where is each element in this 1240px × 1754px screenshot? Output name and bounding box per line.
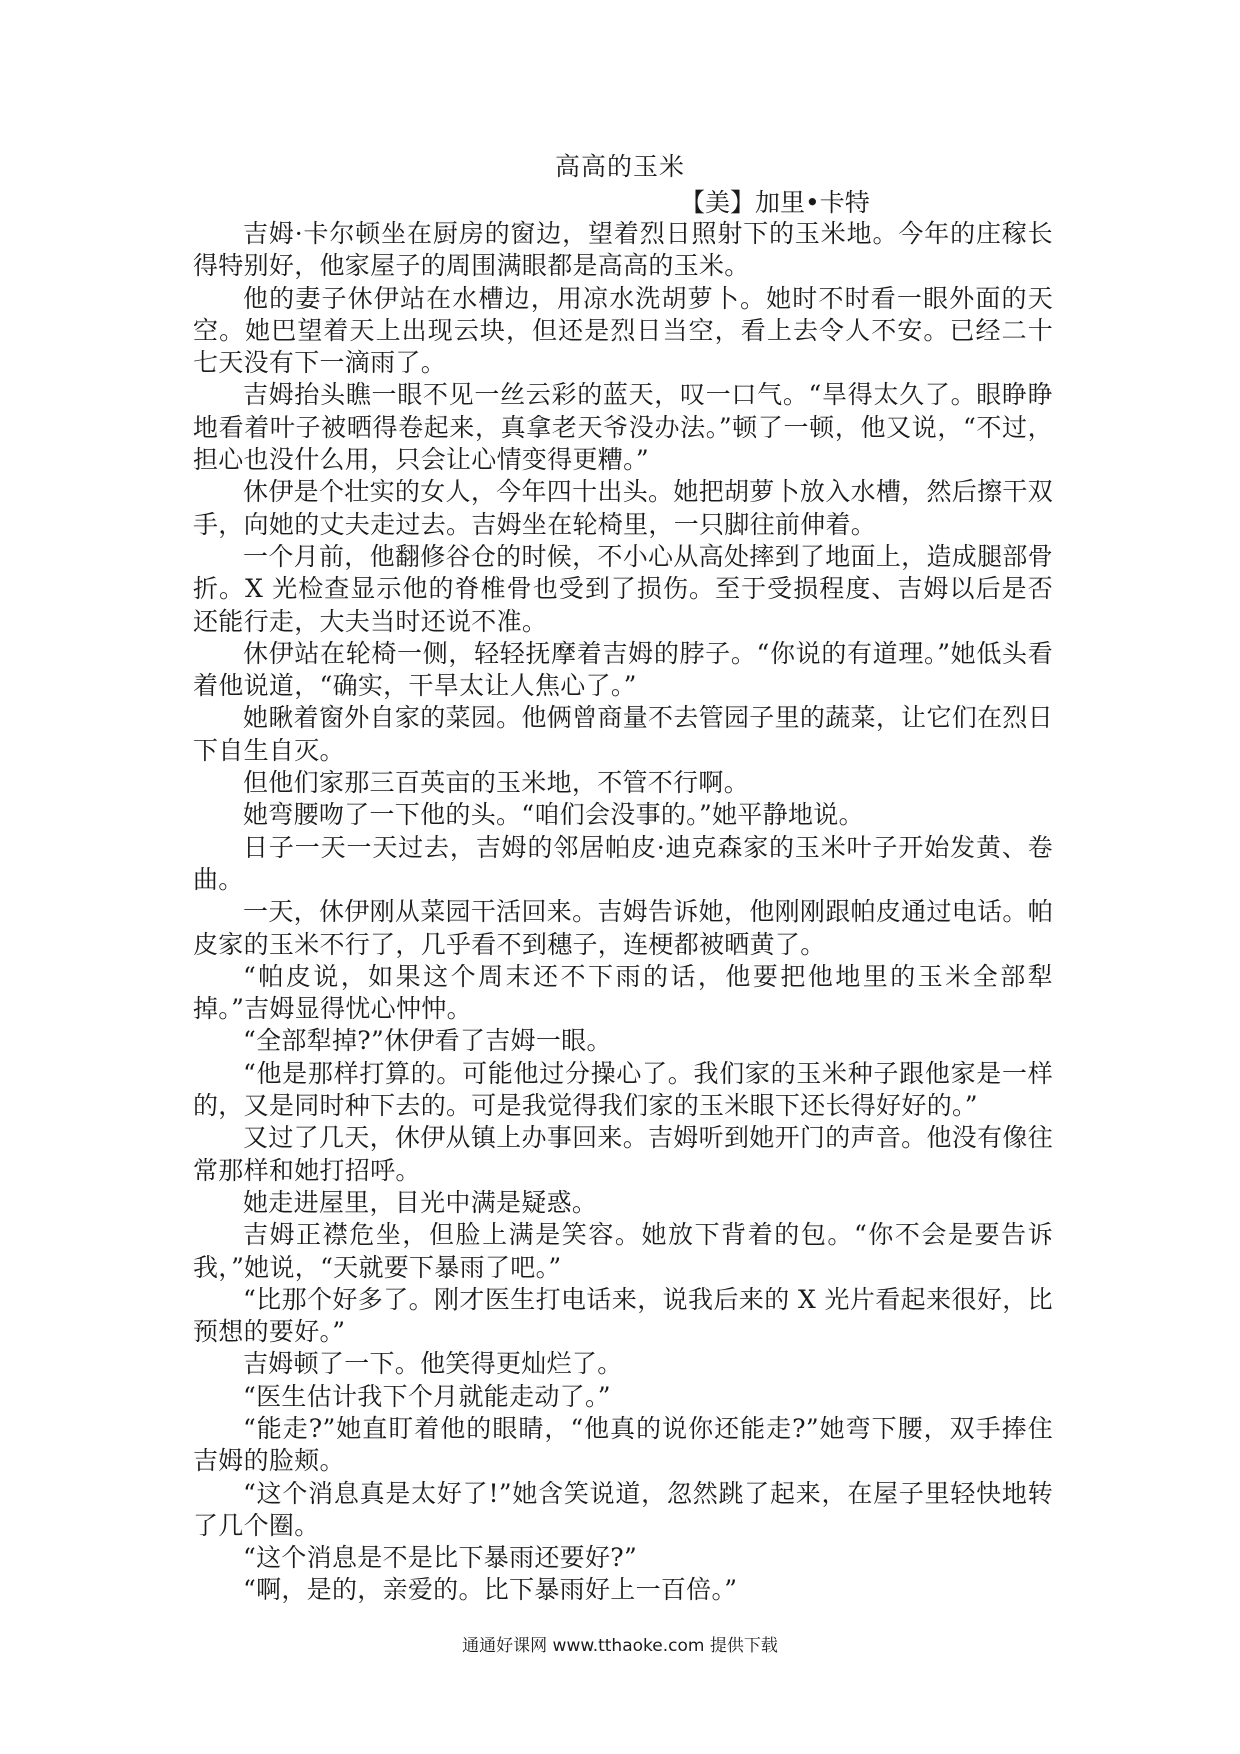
paragraph: “他是那样打算的。可能他过分操心了。我们家的玉米种子跟他家是一样的，又是同时种下去的。可是我觉得我们家的玉米眼下还长得好好的。” bbox=[193, 1058, 1053, 1121]
paragraph: “啊，是的，亲爱的。比下暴雨好上一百倍。” bbox=[243, 1575, 738, 1605]
paragraph: 休伊是个壮实的女人，今年四十出头。她把胡萝卜放入水槽，然后擦干双手，向她的丈夫走过去。吉姆坐在轮椅里，一只脚往前伸着。 bbox=[193, 477, 1053, 539]
paragraph: 休伊站在轮椅一侧，轻轻抚摩着吉姆的脖子。“你说的有道理。”她低头看着他说道，“确实，干旱太让人焦心了。” bbox=[193, 638, 1053, 701]
paragraph: 吉姆·卡尔顿坐在厨房的窗边，望着烈日照射下的玉米地。今年的庄稼长得特别好，他家屋子的周围满眼都是高高的玉米。 bbox=[193, 219, 1053, 281]
paragraph: “这个消息是不是比下暴雨还要好?” bbox=[243, 1543, 638, 1573]
paragraph: “全部犁掉?”休伊看了吉姆一眼。 bbox=[243, 1026, 612, 1056]
page-footer: 通通好课网 www.tthaoke.com 提供下载 bbox=[462, 1636, 778, 1656]
paragraph: “能走?”她直盯着他的眼睛，“他真的说你还能走?”她弯下腰，双手捧住吉姆的脸颊。 bbox=[193, 1413, 1053, 1476]
paragraph: 但他们家那三百英亩的玉米地，不管不行啊。 bbox=[243, 768, 750, 798]
paragraph: 吉姆抬头瞧一眼不见一丝云彩的蓝天，叹一口气。“旱得太久了。眼睁睁地看着叶子被晒得卷起来，真拿老天爷没办法。”顿了一顿，他又说，“不过，担心也没什么用，只会让心情变得更糟。” bbox=[193, 380, 1053, 475]
paragraph: 她瞅着窗外自家的菜园。他俩曾商量不去管园子里的蔬菜，让它们在烈日下自生自灭。 bbox=[193, 703, 1053, 765]
paragraph: 她弯腰吻了一下他的头。“咱们会没事的。”她平静地说。 bbox=[243, 800, 864, 830]
paragraph: 一天，休伊刚从菜园干活回来。吉姆告诉她，他刚刚跟帕皮通过电话。帕皮家的玉米不行了，几乎看不到穗子，连梗都被晒黄了。 bbox=[193, 897, 1053, 959]
story-body bbox=[193, 218, 1053, 1607]
paragraph: “医生估计我下个月就能走动了。” bbox=[243, 1381, 611, 1411]
paragraph: 日子一天一天过去，吉姆的邻居帕皮·迪克森家的玉米叶子开始发黄、卷曲。 bbox=[193, 832, 1053, 894]
story-author: 【美】加里•卡特 bbox=[680, 188, 870, 217]
paragraph: 他的妻子休伊站在水槽边，用凉水洗胡萝卜。她时不时看一眼外面的天空。她巴望着天上出现云块，但还是烈日当空，看上去令人不安。已经二十七天没有下一滴雨了。 bbox=[193, 283, 1053, 378]
paragraph: 又过了几天，休伊从镇上办事回来。吉姆听到她开门的声音。他没有像往常那样和她打招呼。 bbox=[193, 1123, 1053, 1185]
paragraph: “帕皮说，如果这个周末还不下雨的话，他要把他地里的玉米全部犁掉。”吉姆显得忧心忡忡。 bbox=[193, 961, 1053, 1024]
paragraph: “比那个好多了。刚才医生打电话来，说我后来的 X 光片看起来很好，比预想的要好。” bbox=[193, 1284, 1053, 1347]
story-title: 高高的玉米 bbox=[554, 152, 685, 181]
paragraph: 她走进屋里，目光中满是疑惑。 bbox=[243, 1187, 598, 1217]
paragraph: “这个消息真是太好了!”她含笑说道，忽然跳了起来，在屋子里轻快地转了几个圈。 bbox=[193, 1478, 1053, 1540]
paragraph: 吉姆正襟危坐，但脸上满是笑容。她放下背着的包。“你不会是要告诉我，”她说，“天就要下暴雨了吧。” bbox=[193, 1220, 1053, 1282]
paragraph: 一个月前，他翻修谷仓的时候，不小心从高处摔到了地面上，造成腿部骨折。X 光检查显示他的脊椎骨也受到了损伤。至于受损程度、吉姆以后是否还能行走，大夫当时还说不准。 bbox=[193, 541, 1053, 636]
paragraph: 吉姆顿了一下。他笑得更灿烂了。 bbox=[243, 1349, 623, 1379]
